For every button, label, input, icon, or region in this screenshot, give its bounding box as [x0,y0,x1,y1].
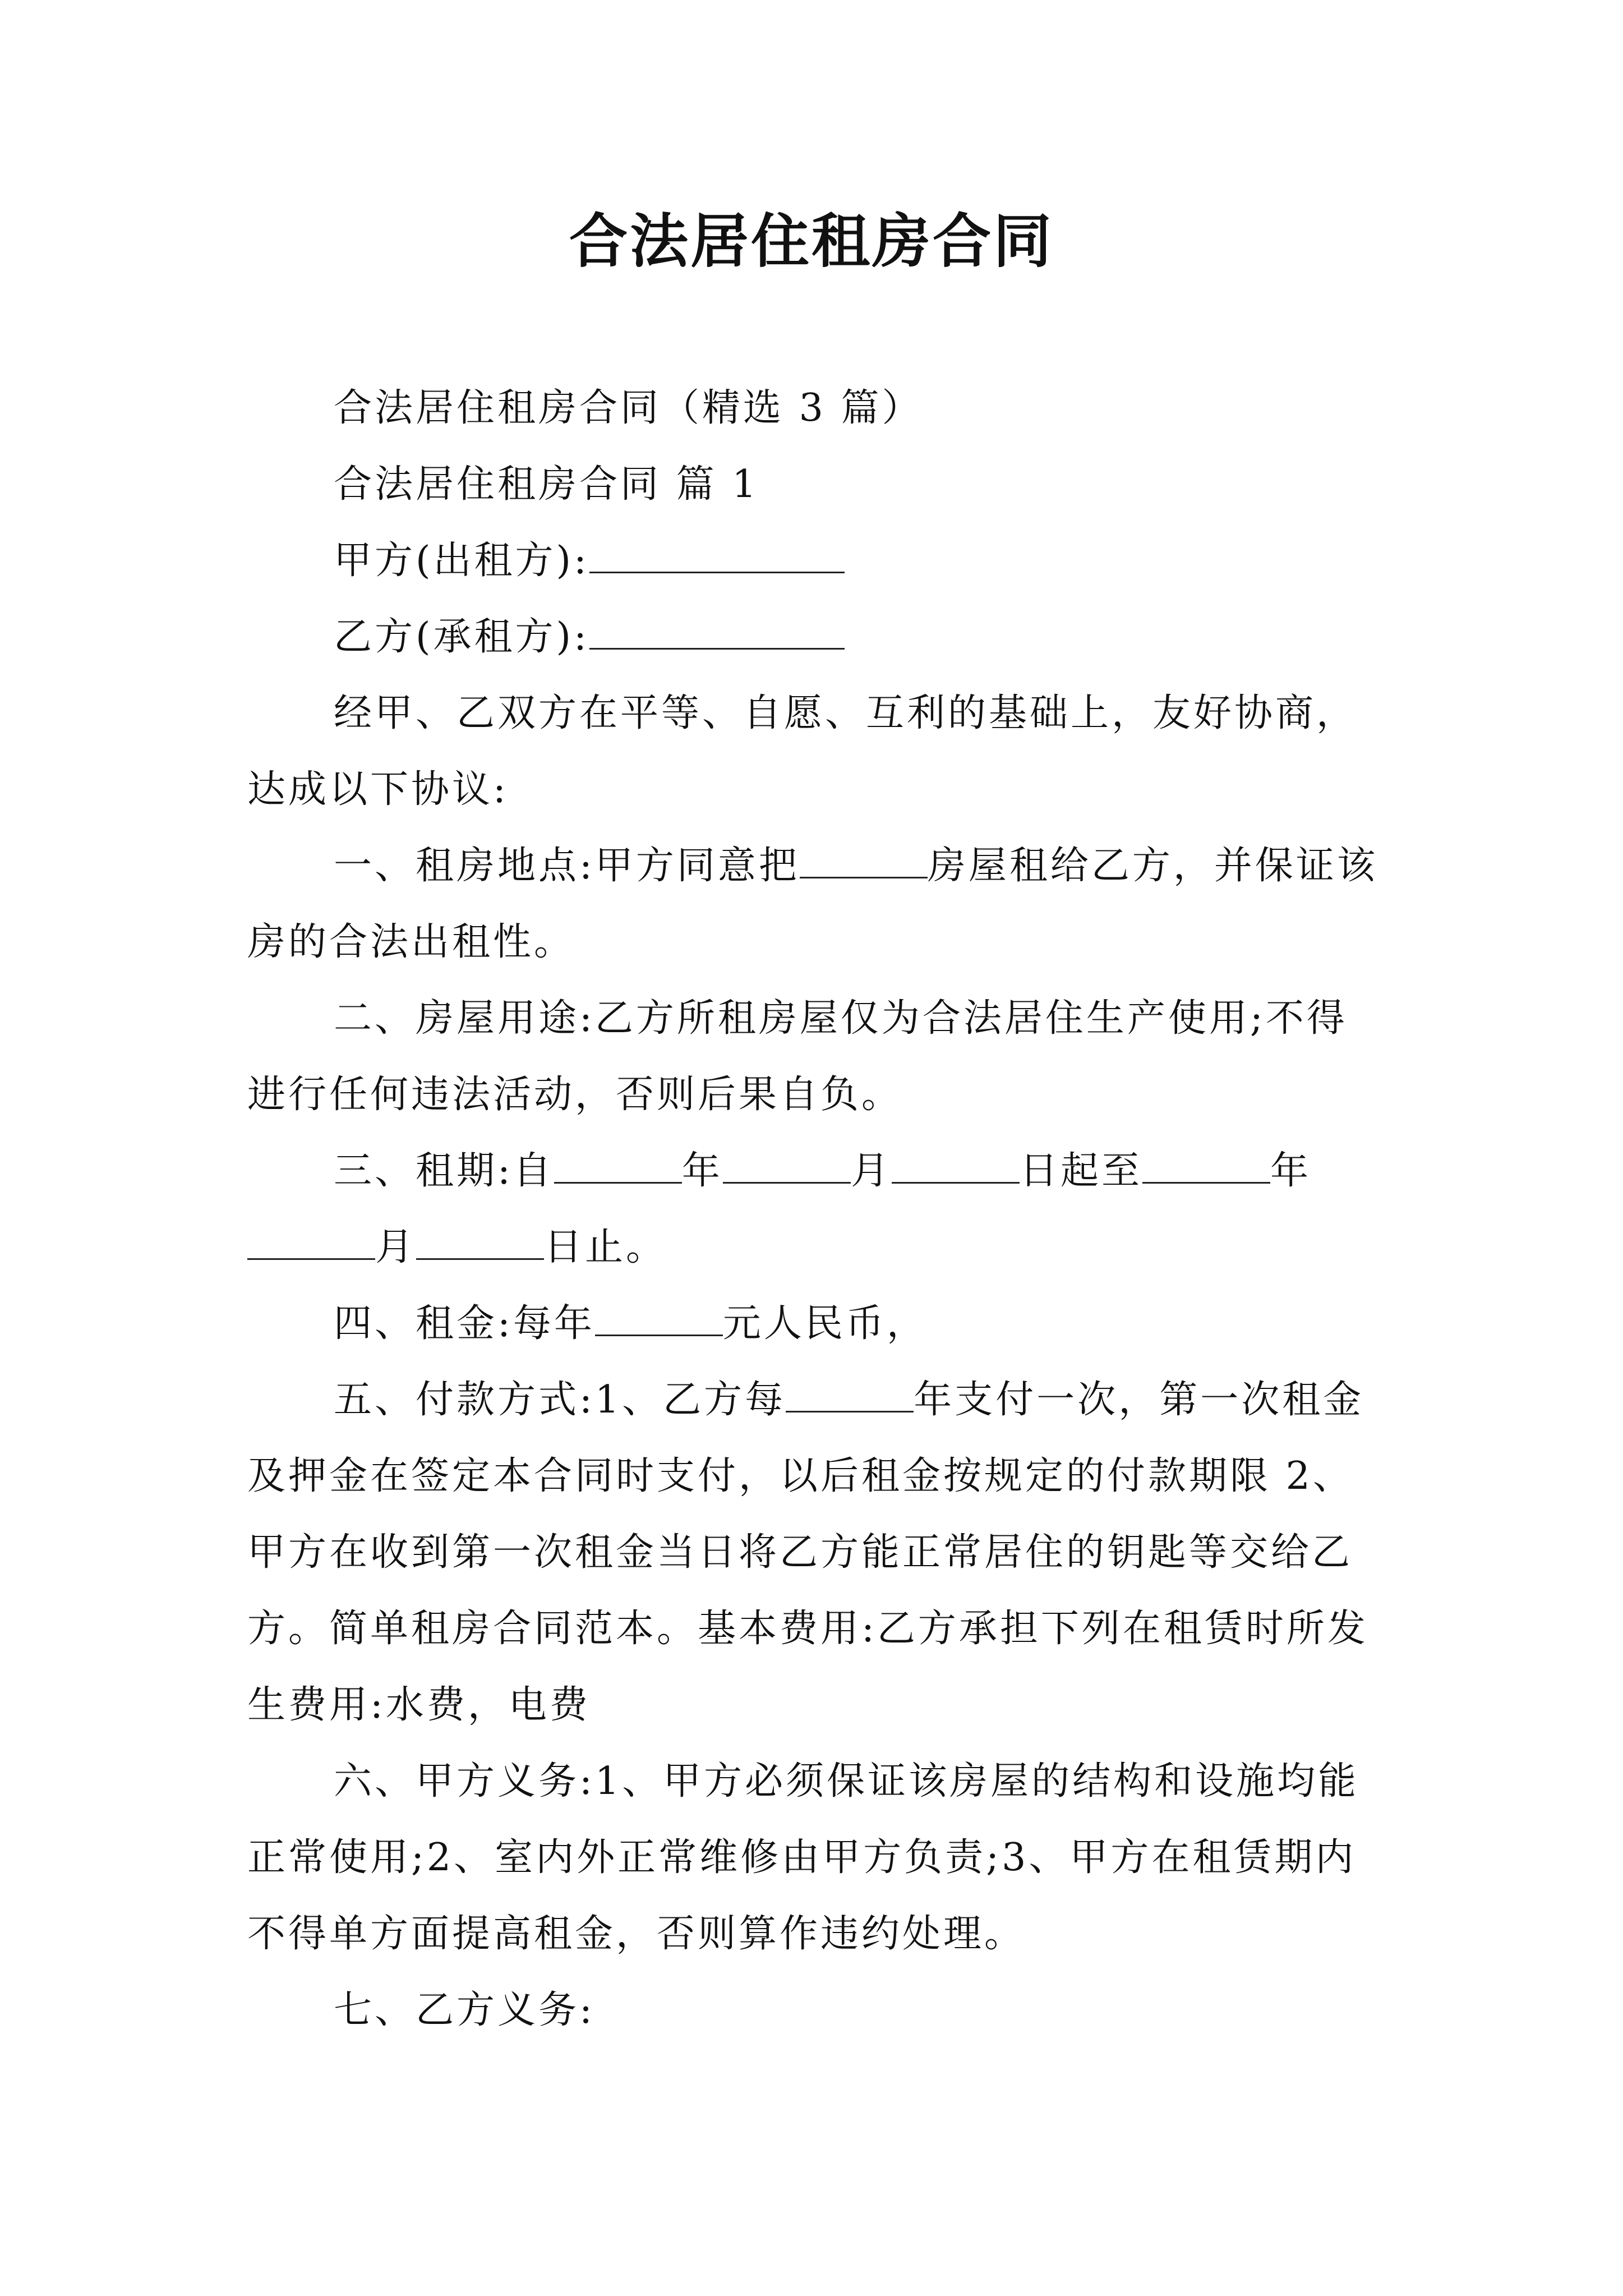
clause-4-after: 元人民币， [722,1301,928,1346]
start-day-label: 日起至 [1019,1149,1142,1193]
end-day-blank [416,1222,544,1260]
party-a-line [247,523,1386,599]
start-day-blank [892,1145,1020,1184]
end-year-label: 年 [1270,1149,1311,1193]
start-month-blank [723,1145,851,1184]
clause-4 [247,1286,1386,1362]
party-b-blank [589,611,845,650]
clause-4-before: 四、租金:每年 [334,1301,595,1346]
document-title: 合法居住租房合同 [569,206,1054,275]
clause-1-before: 一、租房地点:甲方同意把 [334,844,800,888]
rent-amount-blank [595,1298,723,1336]
clause-6: 六、甲方义务:1、甲方必须保证该房屋的结构和设施均能正常使用;2、室内外正常维修由甲方负责;3、甲方在租赁期内不得单方面提高租金，否则算作违约处理。 [247,1759,1359,1956]
clause-1-blank [800,840,928,878]
start-month-label: 月 [850,1149,892,1193]
clause-5-after: 年支付一次，第一次租金及押金在签定本合同时支付，以后租金按规定的付款期限 2、甲方在收到第一次租金当日将乙方能正常居住的钥匙等交给乙方。简单租房合同范本。基本费用:乙方承担下列在租赁时所发生费用:水费，电费 [247,1378,1368,1727]
clause-5 [247,1362,1386,1743]
document-subtitle: 合法居住租房合同（精选 3 篇） [334,386,923,430]
start-year-label: 年 [681,1149,723,1193]
party-a-label: 甲方(出租方): [334,539,589,583]
clause-3-prefix: 三、租期:自 [334,1149,554,1193]
payment-period-blank [786,1374,914,1412]
clause-1 [247,828,1386,981]
end-day-label: 日止。 [544,1225,667,1269]
clause-7: 七、乙方义务: [334,1988,595,2032]
intro-paragraph: 经甲、乙双方在平等、自愿、互利的基础上，友好协商，达成以下协议: [247,691,1358,812]
end-month-blank [247,1222,375,1260]
end-month-label: 月 [375,1225,417,1269]
end-year-blank [1142,1145,1270,1184]
document-body [247,370,1386,2049]
clause-2: 二、房屋用途:乙方所租房屋仅为合法居住生产使用;不得进行任何违法活动，否则后果自负。 [247,996,1348,1117]
start-year-blank [554,1145,682,1184]
clause-1-after: 房屋租给乙方，并保证该房的合法出租性。 [247,844,1378,964]
section-heading: 合法居住租房合同 篇 1 [334,462,759,507]
clause-5-before: 五、付款方式:1、乙方每 [334,1378,786,1422]
party-b-label: 乙方(承租方): [334,615,589,659]
party-a-blank [589,535,845,573]
party-b-line [247,599,1386,675]
clause-3 [247,1133,1386,1286]
